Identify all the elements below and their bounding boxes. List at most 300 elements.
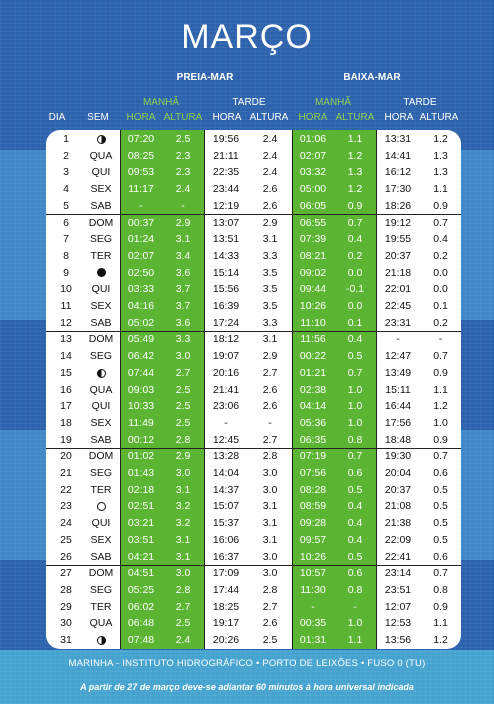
- pm-m-alt-cell: 3.0: [175, 350, 191, 363]
- bm-m-hora-cell: 06:05: [299, 199, 327, 212]
- pm-m-alt-cell: 2.4: [175, 183, 191, 196]
- bm-t-alt-cell: 0.4: [433, 233, 448, 246]
- pm-t-alt-cell: 2.8: [262, 450, 278, 463]
- bm-t-alt-cell: 0.7: [433, 216, 448, 229]
- pm-m-alt-cell: 2.5: [175, 383, 191, 396]
- sem-cell: SEG: [89, 467, 113, 479]
- bm-m-hora-cell: 01:31: [299, 634, 327, 646]
- pm-t-alt-cell: 3.5: [262, 300, 278, 312]
- bm-m-hora-cell: 02:38: [299, 383, 327, 396]
- dia-cell: 30: [60, 617, 72, 630]
- bm-t-hora-cell: 19:30: [384, 450, 412, 463]
- bm-m-hora-cell: 01:06: [299, 133, 327, 145]
- pm-m-alt-cell: 3.1: [175, 233, 191, 246]
- bm-t-hora-cell: 13:31: [384, 133, 412, 145]
- bm-t-hora-cell: 20:37: [384, 483, 412, 496]
- bm-m-hora-cell: 00:35: [299, 617, 327, 630]
- bm-m-hora-cell: 08:59: [299, 500, 327, 513]
- bm-m-alt-cell: 0.4: [347, 517, 363, 530]
- sem-cell: QUI: [91, 166, 111, 179]
- pm-m-alt-cell: 2.7: [175, 366, 191, 379]
- pm-t-alt-cell: 3.1: [262, 517, 278, 530]
- bm-t-hora-cell: 21:38: [384, 517, 412, 530]
- pm-m-hora-cell: 09:53: [127, 166, 155, 179]
- pm-m-alt-cell: 3.1: [175, 483, 191, 496]
- bm-t-alt-cell: 1.3: [433, 166, 448, 179]
- pm-m-alt-cell: 2.5: [175, 617, 191, 630]
- bm-m-hora-cell: 09:02: [299, 266, 327, 279]
- sem-cell: TER: [90, 483, 112, 496]
- pm-afternoon-altura-header: ALTURA: [249, 112, 289, 123]
- table-row: [46, 348, 461, 365]
- pm-t-alt-cell: 2.6: [262, 617, 278, 630]
- pm-m-hora-cell: 03:51: [127, 533, 155, 546]
- full-moon-icon: [97, 502, 106, 511]
- pm-m-hora-cell: 03:21: [127, 517, 155, 530]
- pm-t-alt-cell: 3.0: [262, 467, 278, 479]
- pm-t-alt-cell: 2.6: [262, 199, 278, 212]
- bm-t-hora-cell: 15:11: [385, 383, 411, 396]
- pm-m-alt-cell: 3.0: [175, 567, 191, 580]
- table-row: [46, 331, 461, 348]
- table-row: [46, 632, 461, 649]
- bm-t-hora-cell: 18:48: [384, 433, 412, 446]
- dia-cell: 6: [63, 216, 69, 229]
- bm-m-hora-cell: 05:00: [299, 183, 327, 196]
- dia-cell: 29: [60, 600, 72, 613]
- pm-m-hora-cell: 11:49: [128, 416, 154, 429]
- week-divider: [46, 448, 461, 449]
- bm-m-alt-cell: 0.5: [347, 550, 363, 563]
- pm-t-hora-cell: 15:07: [212, 500, 240, 513]
- sem-cell: TER: [90, 600, 112, 613]
- table-row: [46, 298, 461, 315]
- bm-m-alt-cell: 0.4: [347, 333, 363, 346]
- pm-t-hora-cell: 13:51: [212, 233, 240, 246]
- pm-m-hora-cell: 06:02: [127, 600, 155, 613]
- bm-m-alt-cell: -0.1: [345, 283, 365, 296]
- bm-m-alt-cell: 0.8: [347, 433, 363, 446]
- pm-m-alt-cell: 2.8: [175, 433, 191, 446]
- sem-cell: QUI: [91, 400, 111, 413]
- pm-t-hora-cell: 16:37: [212, 550, 240, 563]
- sem-cell: SEX: [90, 183, 112, 196]
- pm-m-alt-cell: 2.7: [175, 600, 191, 613]
- pm-t-alt-cell: 2.6: [262, 400, 278, 413]
- bm-m-hora-cell: 04:14: [299, 400, 327, 413]
- footer-source: MARINHA - INSTITUTO HIDROGRÁFICO • PORTO DE LEIXÕES • FUSO 0 (TU): [68, 658, 426, 669]
- pm-m-alt-cell: 3.6: [175, 266, 191, 279]
- moon-phase-cell: [82, 131, 120, 148]
- table-row: [46, 131, 461, 148]
- pm-m-hora-cell: 06:48: [127, 617, 155, 630]
- pm-t-hora-cell: 12:45: [212, 433, 240, 446]
- sem-cell: SAB: [90, 199, 112, 212]
- bm-t-alt-cell: -: [438, 333, 443, 346]
- bm-t-alt-cell: 1.1: [433, 617, 448, 630]
- bm-t-alt-cell: 0.7: [433, 350, 448, 363]
- sem-cell: DOM: [88, 216, 114, 229]
- bm-m-hora-cell: 07:39: [299, 233, 327, 246]
- bm-t-hora-cell: 19:55: [384, 233, 412, 246]
- dia-cell: 24: [60, 517, 72, 530]
- pm-t-hora-cell: 21:11: [213, 149, 239, 162]
- pm-t-alt-cell: -: [268, 416, 272, 429]
- bm-t-hora-cell: 13:49: [384, 366, 412, 379]
- table-row: [46, 465, 461, 482]
- pm-t-hora-cell: 15:56: [212, 283, 240, 296]
- pm-m-alt-cell: 3.2: [175, 517, 191, 530]
- dia-cell: 15: [60, 366, 72, 379]
- pm-t-alt-cell: 2.8: [262, 583, 278, 596]
- bm-t-alt-cell: 0.6: [433, 550, 448, 563]
- pm-m-alt-cell: 2.3: [175, 149, 191, 162]
- moon-phase-cell: [82, 365, 120, 382]
- bm-morning-hora-header: HORA: [298, 112, 328, 123]
- pm-m-hora-cell: 05:02: [127, 316, 155, 329]
- pm-m-alt-cell: 2.9: [175, 450, 191, 463]
- pm-t-alt-cell: 3.0: [262, 567, 278, 580]
- pm-t-hora-cell: 15:37: [212, 517, 240, 530]
- pm-m-alt-cell: 3.4: [175, 249, 191, 262]
- pm-t-hora-cell: -: [224, 416, 228, 429]
- table-row: [46, 498, 461, 515]
- pm-t-hora-cell: 15:14: [212, 266, 240, 279]
- bm-t-alt-cell: 0.5: [433, 483, 448, 496]
- dia-cell: 28: [60, 583, 72, 596]
- bm-t-hora-cell: 22:45: [384, 300, 412, 312]
- pm-m-hora-cell: 02:51: [127, 500, 155, 513]
- dia-cell: 16: [60, 383, 72, 396]
- pm-t-hora-cell: 19:17: [212, 617, 240, 630]
- pm-t-alt-cell: 3.0: [262, 550, 278, 563]
- pm-m-hora-cell: 04:21: [127, 550, 155, 563]
- pm-m-hora-cell: 09:03: [127, 383, 155, 396]
- bm-t-alt-cell: 0.9: [433, 199, 448, 212]
- bm-m-hora-cell: 09:57: [299, 533, 327, 546]
- pm-t-alt-cell: 2.7: [262, 600, 278, 613]
- pm-m-hora-cell: 05:25: [127, 583, 155, 596]
- table-row: [46, 615, 461, 632]
- bm-t-hora-cell: 23:31: [384, 316, 412, 329]
- pm-t-alt-cell: 3.3: [262, 316, 278, 329]
- pm-t-alt-cell: 2.4: [262, 166, 278, 179]
- pm-t-hora-cell: 20:26: [212, 634, 240, 646]
- dia-cell: 14: [60, 350, 72, 363]
- week-divider: [46, 565, 461, 566]
- pm-t-hora-cell: 23:06: [212, 400, 240, 413]
- sem-column-header: SEM: [87, 112, 109, 123]
- bm-m-alt-cell: 0.6: [347, 467, 363, 479]
- bm-m-alt-cell: 0.6: [347, 567, 363, 580]
- table-row: [46, 365, 461, 382]
- baixa-mar-morning-header: MANHÃ: [314, 97, 352, 108]
- table-row: [46, 164, 461, 181]
- bm-afternoon-altura-header: ALTURA: [419, 112, 459, 123]
- pm-t-hora-cell: 12:19: [212, 199, 240, 212]
- bm-m-alt-cell: 0.4: [347, 500, 363, 513]
- moon-phase-cell: [82, 632, 120, 649]
- dia-cell: 5: [63, 199, 69, 212]
- bm-m-hora-cell: 08:28: [299, 483, 327, 496]
- table-row: [46, 599, 461, 616]
- pm-t-alt-cell: 3.1: [262, 233, 278, 246]
- bm-t-hora-cell: 12:07: [384, 600, 412, 613]
- table-row: [46, 565, 461, 582]
- bm-m-hora-cell: -: [311, 600, 315, 613]
- pm-m-hora-cell: 06:42: [127, 350, 155, 363]
- bm-m-hora-cell: 11:30: [300, 583, 326, 596]
- bm-m-alt-cell: 1.2: [347, 183, 363, 196]
- bm-t-hora-cell: 21:08: [384, 500, 412, 513]
- dia-cell: 27: [60, 567, 72, 580]
- pm-t-hora-cell: 19:56: [212, 133, 240, 145]
- pm-t-alt-cell: 3.1: [262, 533, 278, 546]
- pm-m-hora-cell: 04:16: [127, 300, 155, 312]
- bm-t-alt-cell: 0.5: [433, 533, 448, 546]
- new-moon-icon: [97, 268, 106, 277]
- table-row: [46, 448, 461, 465]
- bm-m-alt-cell: 0.7: [347, 366, 363, 379]
- pm-t-alt-cell: 3.5: [262, 266, 278, 279]
- pm-t-alt-cell: 2.4: [262, 133, 278, 145]
- bm-t-hora-cell: -: [396, 333, 400, 346]
- pm-m-alt-cell: -: [181, 199, 185, 212]
- table-row: [46, 482, 461, 499]
- sem-cell: QUI: [91, 517, 111, 530]
- table-row: [46, 382, 461, 399]
- pm-t-alt-cell: 2.6: [262, 183, 278, 196]
- dia-cell: 11: [60, 300, 72, 312]
- bm-t-hora-cell: 18:26: [384, 199, 412, 212]
- pm-morning-hora-header: HORA: [126, 112, 156, 123]
- bm-m-alt-cell: 0.4: [347, 233, 363, 246]
- pm-t-hora-cell: 17:44: [212, 583, 240, 596]
- bm-t-hora-cell: 12:53: [384, 617, 412, 630]
- bm-t-hora-cell: 22:41: [384, 550, 412, 563]
- pm-m-hora-cell: 07:44: [127, 366, 155, 379]
- bm-t-alt-cell: 0.8: [433, 583, 448, 596]
- table-row: [46, 248, 461, 265]
- bm-m-alt-cell: 0.7: [347, 450, 363, 463]
- bm-t-alt-cell: 0.9: [433, 433, 448, 446]
- sem-cell: DOM: [88, 333, 114, 346]
- bm-t-hora-cell: 17:56: [384, 416, 412, 429]
- bm-m-alt-cell: 0.5: [347, 483, 363, 496]
- dia-cell: 1: [63, 133, 69, 145]
- bm-t-alt-cell: 1.1: [433, 383, 448, 396]
- dia-cell: 19: [60, 433, 72, 446]
- pm-m-hora-cell: 10:33: [127, 400, 155, 413]
- dia-cell: 8: [63, 249, 69, 262]
- sem-cell: SEG: [89, 583, 113, 596]
- preia-mar-afternoon-header: TARDE: [232, 97, 266, 108]
- dia-cell: 3: [63, 166, 69, 179]
- pm-m-hora-cell: 08:25: [127, 149, 155, 162]
- bm-afternoon-hora-header: HORA: [384, 112, 414, 123]
- pm-m-hora-cell: 02:07: [127, 249, 155, 262]
- bm-m-alt-cell: 1.3: [347, 166, 363, 179]
- bm-m-alt-cell: 0.2: [347, 249, 363, 262]
- bm-m-alt-cell: 0.0: [347, 300, 363, 312]
- bm-m-hora-cell: 08:21: [299, 249, 327, 262]
- dia-cell: 20: [60, 450, 72, 463]
- bm-m-hora-cell: 01:21: [299, 366, 327, 379]
- bm-t-hora-cell: 22:09: [384, 533, 412, 546]
- bm-m-alt-cell: 1.0: [347, 383, 363, 396]
- sem-cell: SAB: [90, 550, 112, 563]
- preia-mar-header: PREIA-MAR: [176, 72, 234, 83]
- bm-m-hora-cell: 05:36: [299, 416, 327, 429]
- dia-cell: 17: [60, 400, 72, 413]
- sem-cell: SEX: [90, 300, 112, 312]
- pm-m-alt-cell: 3.0: [175, 467, 191, 479]
- bm-t-hora-cell: 22:01: [384, 283, 412, 296]
- table-row: [46, 281, 461, 298]
- bm-m-hora-cell: 07:19: [299, 450, 327, 463]
- pm-m-hora-cell: 01:24: [127, 233, 155, 246]
- bm-m-alt-cell: 0.8: [347, 583, 363, 596]
- bm-t-alt-cell: 0.7: [433, 567, 448, 580]
- bm-t-hora-cell: 13:56: [384, 634, 412, 646]
- pm-t-alt-cell: 3.3: [262, 249, 278, 262]
- bm-m-alt-cell: 1.1: [347, 133, 363, 145]
- bm-m-hora-cell: 02:07: [299, 149, 327, 162]
- bm-m-alt-cell: 0.7: [347, 216, 363, 229]
- pm-t-alt-cell: 2.7: [262, 366, 278, 379]
- month-title: MARÇO: [181, 18, 313, 56]
- bm-m-alt-cell: 0.5: [347, 350, 363, 363]
- pm-m-alt-cell: 2.8: [175, 583, 191, 596]
- pm-m-alt-cell: 2.4: [175, 634, 191, 646]
- pm-m-hora-cell: 01:02: [127, 450, 155, 463]
- pm-t-alt-cell: 2.9: [262, 216, 278, 229]
- sem-cell: SAB: [90, 433, 112, 446]
- bm-t-alt-cell: 1.2: [433, 400, 448, 413]
- bm-t-alt-cell: 0.9: [433, 366, 448, 379]
- bm-t-alt-cell: 1.2: [433, 133, 448, 145]
- moon-phase-cell: [82, 265, 120, 282]
- bm-m-hora-cell: 09:28: [299, 517, 327, 530]
- dia-cell: 21: [60, 467, 72, 479]
- pm-t-alt-cell: 3.5: [262, 283, 278, 296]
- bm-m-alt-cell: 0.1: [347, 316, 363, 329]
- table-row: [46, 148, 461, 165]
- bm-t-alt-cell: 1.2: [433, 634, 448, 646]
- pm-t-hora-cell: 14:33: [212, 249, 240, 262]
- bm-t-hora-cell: 14:41: [384, 149, 412, 162]
- pm-t-alt-cell: 2.6: [262, 383, 278, 396]
- bm-m-hora-cell: 11:56: [300, 333, 326, 346]
- sem-cell: DOM: [88, 567, 114, 580]
- sem-cell: QUA: [89, 149, 113, 162]
- week-divider: [46, 331, 461, 332]
- first-quarter-icon: [97, 369, 106, 378]
- pm-t-hora-cell: 19:07: [212, 350, 240, 363]
- pm-t-hora-cell: 17:24: [212, 316, 240, 329]
- table-row: [46, 582, 461, 599]
- bm-t-alt-cell: 0.0: [433, 283, 448, 296]
- pm-t-hora-cell: 18:25: [212, 600, 240, 613]
- bm-t-alt-cell: 0.2: [433, 249, 448, 262]
- dia-cell: 7: [63, 233, 69, 246]
- bm-m-hora-cell: 06:55: [299, 216, 327, 229]
- bm-t-hora-cell: 23:51: [384, 583, 412, 596]
- bm-m-hora-cell: 00:22: [299, 350, 327, 363]
- bm-t-alt-cell: 1.1: [433, 183, 448, 196]
- last-quarter-icon: [97, 135, 106, 144]
- bm-m-alt-cell: 1.0: [347, 400, 363, 413]
- pm-m-alt-cell: 3.1: [175, 533, 191, 546]
- bm-t-hora-cell: 17:30: [384, 183, 412, 196]
- bm-t-alt-cell: 0.5: [433, 500, 448, 513]
- pm-t-hora-cell: 16:39: [212, 300, 240, 312]
- table-row: [46, 215, 461, 232]
- bm-m-hora-cell: 03:32: [299, 166, 327, 179]
- sem-cell: TER: [90, 249, 112, 262]
- pm-m-hora-cell: 04:51: [127, 567, 155, 580]
- sem-cell: QUA: [89, 617, 113, 630]
- pm-t-hora-cell: 21:41: [212, 383, 240, 396]
- bm-t-hora-cell: 20:04: [384, 467, 412, 479]
- dia-cell: 4: [63, 183, 69, 196]
- preia-mar-morning-header: MANHÃ: [142, 97, 180, 108]
- pm-m-alt-cell: 3.7: [175, 300, 191, 312]
- bm-m-alt-cell: 0.0: [347, 266, 363, 279]
- sem-cell: QUI: [91, 283, 111, 296]
- bm-m-alt-cell: 1.0: [347, 617, 363, 630]
- bm-m-alt-cell: -: [353, 600, 357, 613]
- bm-m-hora-cell: 10:57: [299, 567, 327, 580]
- pm-m-alt-cell: 3.7: [175, 283, 191, 296]
- pm-t-hora-cell: 13:28: [212, 450, 240, 463]
- dia-column-header: DIA: [48, 112, 66, 123]
- week-divider: [46, 214, 461, 215]
- dia-cell: 10: [60, 283, 72, 296]
- bm-t-hora-cell: 19:12: [384, 216, 412, 229]
- pm-m-hora-cell: 02:18: [127, 483, 155, 496]
- pm-m-hora-cell: 11:17: [128, 183, 154, 196]
- pm-m-alt-cell: 2.5: [175, 416, 191, 429]
- dia-cell: 2: [63, 149, 69, 162]
- pm-t-alt-cell: 2.7: [262, 433, 278, 446]
- pm-t-alt-cell: 3.1: [262, 333, 278, 346]
- table-row: [46, 265, 461, 282]
- bm-m-hora-cell: 09:44: [299, 283, 327, 296]
- bm-m-hora-cell: 07:56: [299, 467, 327, 479]
- pm-t-alt-cell: 3.0: [262, 483, 278, 496]
- bm-t-alt-cell: 0.0: [433, 266, 448, 279]
- table-row: [46, 231, 461, 248]
- pm-m-alt-cell: 3.3: [175, 333, 191, 346]
- baixa-mar-header: BAIXA-MAR: [343, 72, 401, 83]
- bm-t-hora-cell: 20:37: [384, 249, 412, 262]
- pm-afternoon-hora-header: HORA: [212, 112, 242, 123]
- table-row: [46, 532, 461, 549]
- dia-cell: 12: [60, 316, 72, 329]
- bm-m-alt-cell: 1.0: [347, 416, 363, 429]
- table-row: [46, 515, 461, 532]
- table-row: [46, 315, 461, 332]
- table-row: [46, 415, 461, 432]
- dia-cell: 31: [60, 634, 72, 646]
- bm-t-hora-cell: 21:18: [384, 266, 412, 279]
- bm-t-hora-cell: 12:47: [384, 350, 412, 363]
- pm-t-hora-cell: 16:06: [212, 533, 240, 546]
- pm-m-alt-cell: 3.1: [175, 550, 191, 563]
- pm-t-alt-cell: 2.9: [262, 350, 278, 363]
- pm-m-hora-cell: 01:43: [127, 467, 155, 479]
